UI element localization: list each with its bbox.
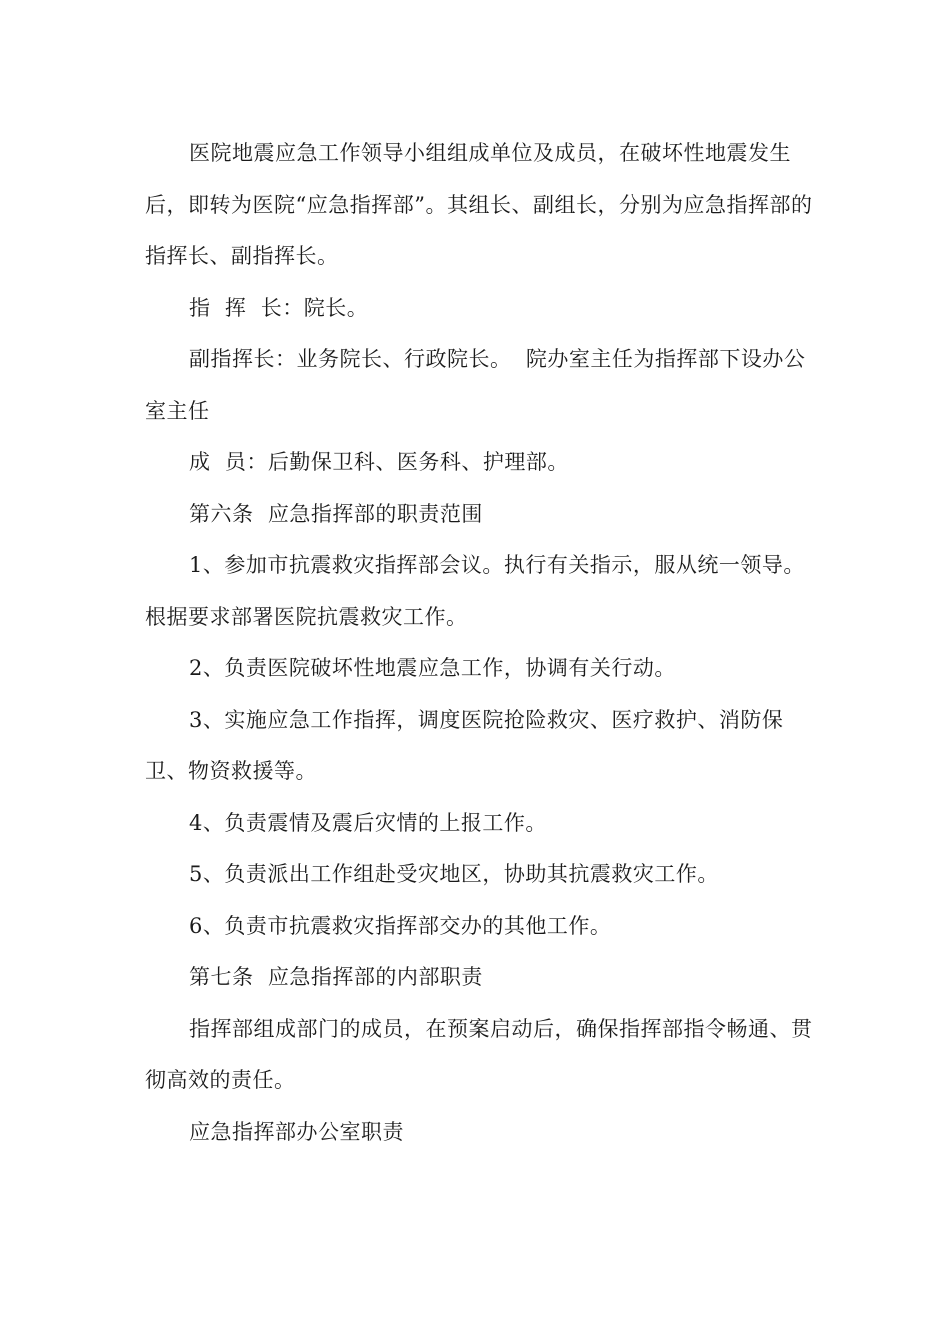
duty-item-3: 3、实施应急工作指挥，调度医院抢险救灾、医疗救护、消防保卫、物资救援等。 <box>145 707 784 783</box>
article-six-heading: 第六条 应急指挥部的职责范围 <box>189 501 483 526</box>
duty-item-2: 2、负责医院破坏性地震应急工作，协调有关行动。 <box>189 656 676 680</box>
paragraph-commander: 指 挥 长：院长。 <box>189 295 369 320</box>
article-seven-heading: 第七条 应急指挥部的内部职责 <box>189 965 483 989</box>
duty-item-6: 6、负责市抗震救灾指挥部交办的其他工作。 <box>189 913 612 938</box>
duty-item-1: 1、参加市抗震救灾指挥部会议。执行有关指示，服从统一领导。根据要求部署医院抗震救灾工作。 <box>145 553 805 629</box>
paragraph-members: 成 员：后勤保卫科、医务科、护理部。 <box>189 450 569 474</box>
document-body <box>145 128 825 1158</box>
paragraph-internal-duties: 指挥部组成部门的成员，在预案启动后，确保指挥部指令畅通、贯彻高效的责任。 <box>145 1016 813 1092</box>
office-duties-heading: 应急指挥部办公室职责 <box>189 1119 404 1144</box>
duty-item-5: 5、负责派出工作组赴受灾地区，协助其抗震救灾工作。 <box>189 862 719 886</box>
paragraph-deputy-commander: 副指挥长：业务院长、行政院长。 院办室主任为指挥部下设办公室主任 <box>145 347 806 423</box>
paragraph-leadership-group: 医院地震应急工作领导小组组成单位及成员，在破坏性地震发生后，即转为医院“应急指挥部”。其组长、副组长，分别为应急指挥部的指挥长、副指挥长。 <box>145 141 813 268</box>
duty-item-4: 4、负责震情及震后灾情的上报工作。 <box>189 810 547 835</box>
